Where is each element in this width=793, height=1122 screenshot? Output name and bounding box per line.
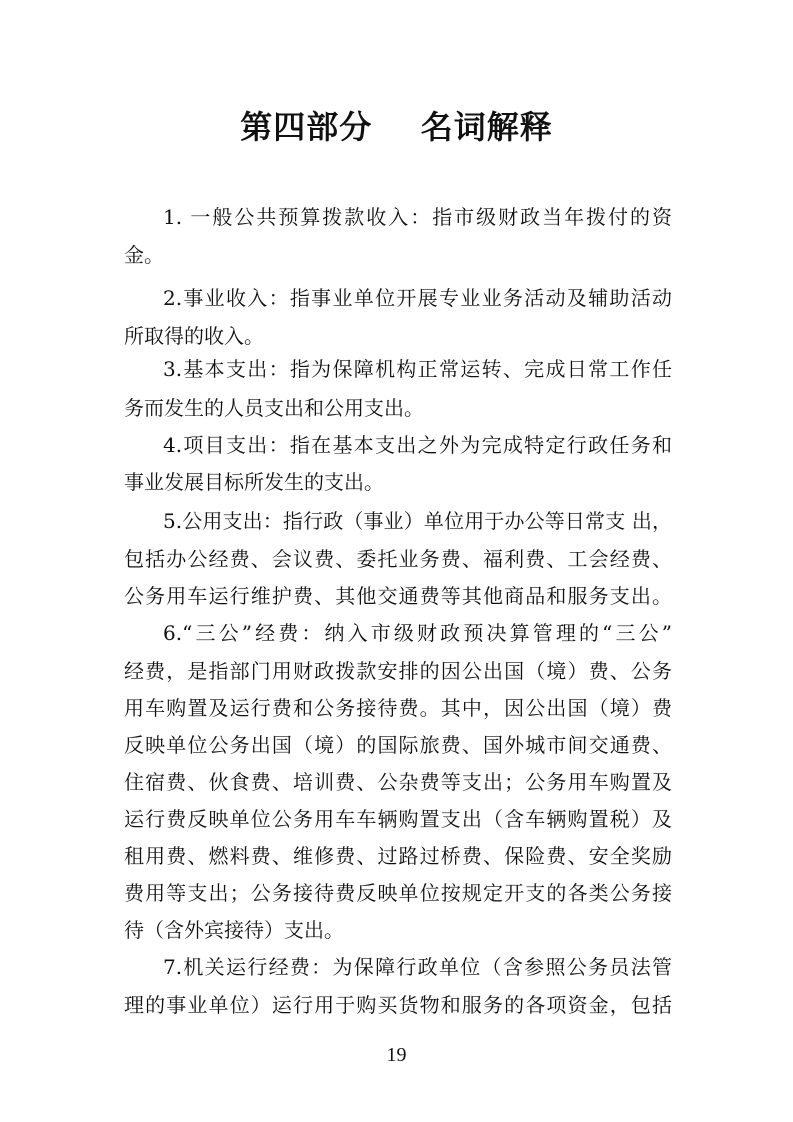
paragraph-line: 事业发展目标所发生的支出。 xyxy=(124,470,384,494)
paragraph-line: 待（含外宾接待）支出。 xyxy=(124,918,344,942)
paragraph-line: 务而发生的人员支出和公用支出。 xyxy=(124,396,424,420)
paragraph-line: 包括办公经费、会议费、委托业务费、福利费、工会经费、 xyxy=(124,547,672,571)
paragraph-line: 反映单位公务出国（境）的国际旅费、国外城市间交通费、 xyxy=(124,733,672,757)
paragraph-line: 7.机关运行经费：为保障行政单位（含参照公务员法管 xyxy=(163,955,672,979)
paragraph-line: 理的事业单位）运行用于购买货物和服务的各项资金，包括 xyxy=(124,993,672,1017)
paragraph-line: 6.“三公”经费：纳入市级财政预决算管理的“三公” xyxy=(163,621,672,645)
paragraph-line: 运行费反映单位公务用车车辆购置支出（含车辆购置税）及 xyxy=(124,807,672,831)
paragraph-line: 租用费、燃料费、维修费、过路过桥费、保险费、安全奖励 xyxy=(124,844,672,868)
paragraph-line: 用车购置及运行费和公务接待费。其中，因公出国（境）费 xyxy=(124,696,672,720)
page-number: 19 xyxy=(386,1044,407,1066)
paragraph-line: 3.基本支出：指为保障机构正常运转、完成日常工作任 xyxy=(163,357,672,381)
paragraph-line: 所取得的收入。 xyxy=(124,324,264,348)
paragraph-line: 公务用车运行维护费、其他交通费等其他商品和服务支出。 xyxy=(124,584,672,608)
paragraph-line: 住宿费、伙食费、培训费、公杂费等支出；公务用车购置及 xyxy=(124,770,672,794)
paragraph-line: 2.事业收入：指事业单位开展专业业务活动及辅助活动 xyxy=(163,286,672,310)
paragraph-line: 4.项目支出：指在基本支出之外为完成特定行政任务和 xyxy=(163,433,672,457)
page-title: 第四部分 名词解释 xyxy=(240,108,553,146)
paragraph-line: 费用等支出；公务接待费反映单位按规定开支的各类公务接 xyxy=(124,881,672,905)
paragraph-line: 经费，是指部门用财政拨款安排的因公出国（境）费、公务 xyxy=(124,659,672,683)
paragraph-line: 金。 xyxy=(124,243,164,267)
paragraph-line: 1. 一般公共预算拨款收入：指市级财政当年拨付的资 xyxy=(163,205,672,229)
paragraph-line: 5.公用支出：指行政（事业）单位用于办公等日常支 出， xyxy=(163,509,672,533)
